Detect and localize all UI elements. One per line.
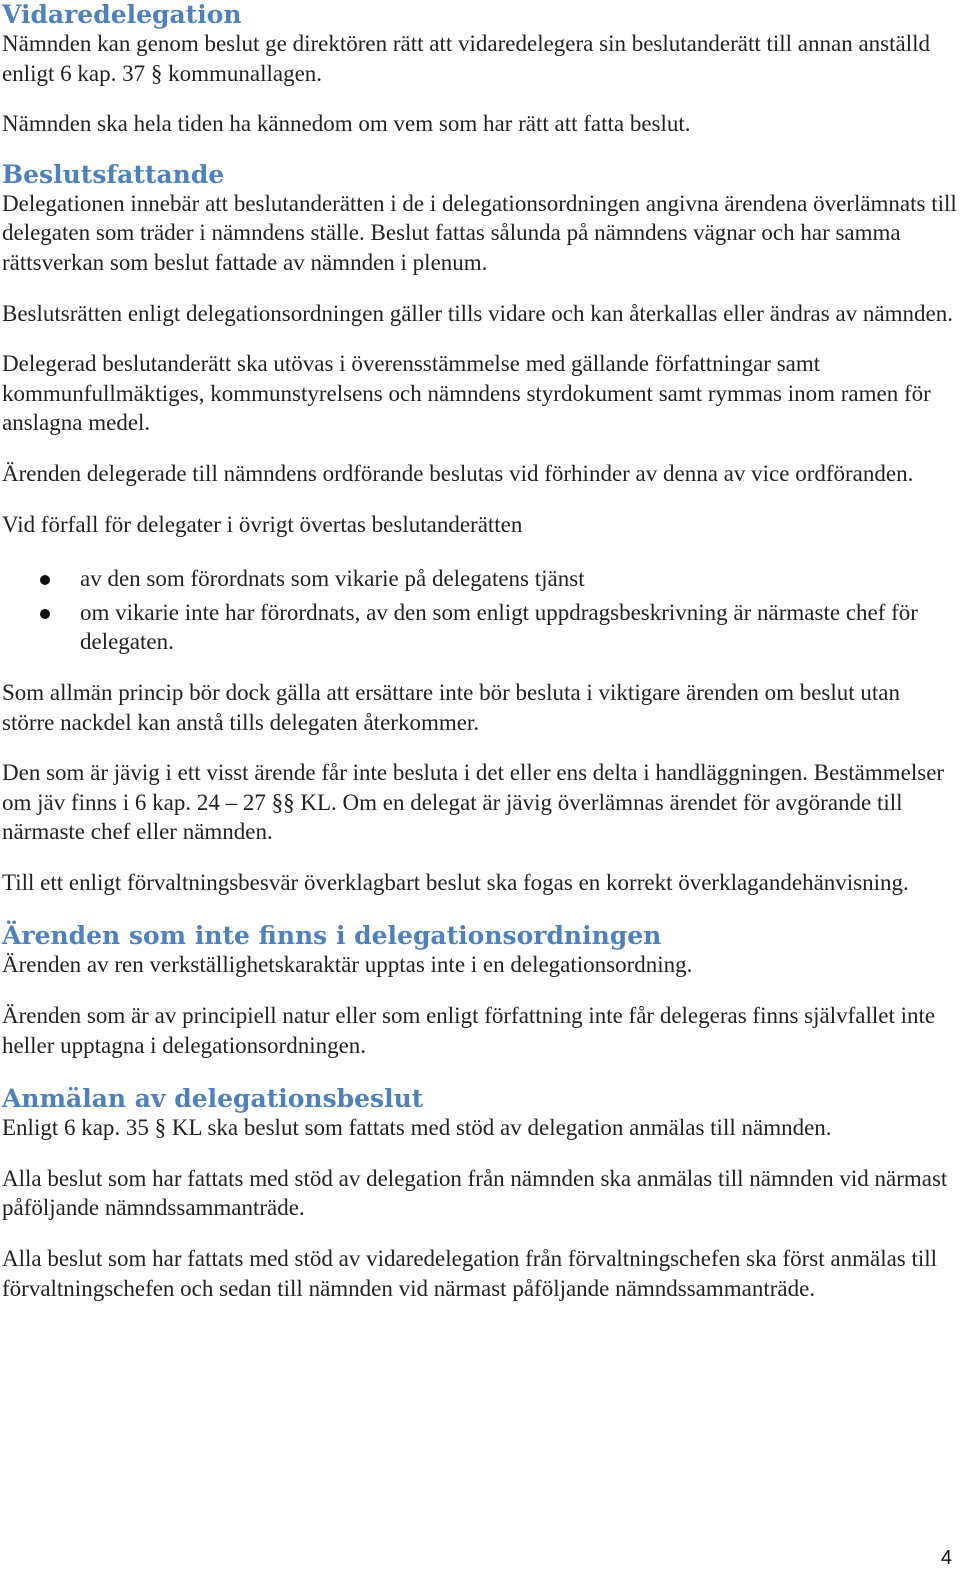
paragraph: Ärenden av ren verkställighetskaraktär upptas inte i en delegationsordning. xyxy=(2,952,693,978)
paragraph: Som allmän princip bör dock gälla att ersättare inte bör besluta i viktigare ärenden om beslut utan större nackdel kan anstå tills delegaten återkommer. xyxy=(2,679,900,735)
paragraph: Nämnden kan genom beslut ge direktören rätt att vidaredelegera sin beslutanderätt till annan anställd enligt 6 kap. 37 § kommunallagen. xyxy=(2,31,930,86)
paragraph: Nämnden ska hela tiden ha kännedom om vem som har rätt att fatta beslut. xyxy=(2,111,691,137)
paragraph: Enligt 6 kap. 35 § KL ska beslut som fattats med stöd av delegation anmälas till nämnden. xyxy=(2,1115,832,1141)
list-item-text: av den som förordnats som vikarie på delegatens tjänst xyxy=(80,566,585,592)
heading-arenden-som-inte-finns: Ärenden som inte finns i delegationsordningen xyxy=(2,921,662,951)
paragraph: Till ett enligt förvaltningsbesvär överklagbart beslut ska fogas en korrekt överklagandehänvisning. xyxy=(2,869,909,895)
bullet-icon xyxy=(40,575,50,585)
bullet-icon xyxy=(40,609,50,619)
list-item-text: om vikarie inte har förordnats, av den som enligt uppdragsbeskrivning är närmaste chef för delegaten. xyxy=(80,599,918,655)
heading-vidaredelegation: Vidaredelegation xyxy=(2,0,242,29)
paragraph: Den som är jävig i ett visst ärende får inte besluta i det eller ens delta i handläggningen. Bestämmelser om jäv finns i 6 kap. 24 – 27 §§ KL. Om en delegat är jävig överlämnas ärendet för avgörande till närmaste chef eller nämnden. xyxy=(2,760,945,845)
heading-beslutsfattande: Beslutsfattande xyxy=(2,159,225,189)
heading-anmalan-av-delegationsbeslut: Anmälan av delegationsbeslut xyxy=(2,1084,424,1114)
paragraph: Beslutsrätten enligt delegationsordningen gäller tills vidare och kan återkallas eller ändras av nämnden. xyxy=(2,300,953,326)
paragraph: Ärenden delegerade till nämndens ordförande beslutas vid förhinder av denna av vice ordföranden. xyxy=(2,460,914,486)
paragraph: Vid förfall för delegater i övrigt övertas beslutanderätten xyxy=(2,511,523,537)
paragraph: Delegationen innebär att beslutanderätten i de i delegationsordningen angivna ärendena överlämnats till delegaten som träder i nämndens ställe. Beslut fattas sålunda på nämndens vägnar och har samma rättsverkan som beslut fattade av nämnden i plenum. xyxy=(2,190,957,275)
paragraph: Delegerad beslutanderätt ska utövas i överensstämmelse med gällande författningar samt kommunfullmäktiges, kommunstyrelsens och nämndens styrdokument samt rymmas inom ramen för anslagna medel. xyxy=(2,351,931,436)
list-item xyxy=(2,598,958,657)
list-item xyxy=(2,564,958,594)
page-number: 4 xyxy=(940,1547,952,1569)
paragraph: Alla beslut som har fattats med stöd av vidaredelegation från förvaltningschefen ska först anmälas till förvaltningschefen och sedan till nämnden vid närmast påföljande nämndssammanträde. xyxy=(2,1246,938,1301)
paragraph: Alla beslut som har fattats med stöd av delegation från nämnden ska anmälas till nämnden vid närmast påföljande nämndssammanträde. xyxy=(2,1165,948,1221)
bullet-list xyxy=(2,564,958,657)
paragraph: Ärenden som är av principiell natur eller som enligt författning inte får delegeras finns självfallet inte heller upptagna i delegationsordningen. xyxy=(2,1003,936,1058)
